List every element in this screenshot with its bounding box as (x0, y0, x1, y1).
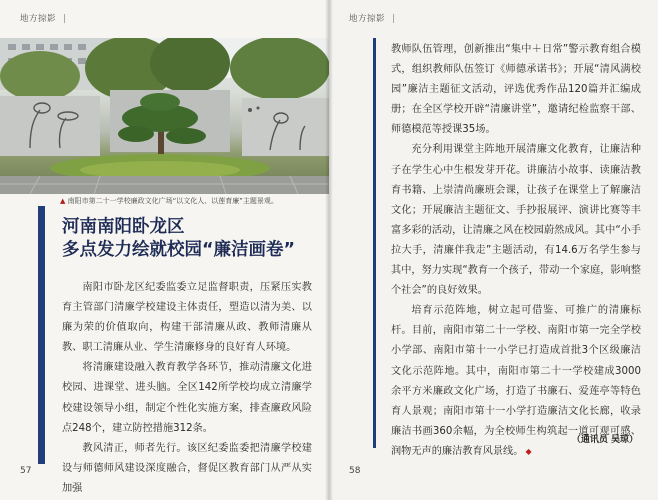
page-number-right: 58 (349, 466, 361, 476)
section-name: 地方掠影 (349, 14, 386, 24)
caption-marker-icon: ▲ (60, 197, 66, 205)
photo-caption (60, 196, 278, 206)
campus-photo (0, 38, 329, 194)
header-separator: | (392, 14, 396, 24)
paragraph: 将清廉建设融入教育教学各环节，推动清廉文化进校园、进课堂、进头脑。全区142所学校均成立清廉学校建设领导小组，制定个性化实施方案，排查廉政风险点248个，建立防控措施312条。 (62, 362, 312, 434)
paragraph: 教风清正，师者先行。该区纪委监委把清廉学校建设与师德师风建设深度融合，督促区教育部门从严从实加强 (62, 442, 312, 494)
paragraph: 教师队伍管理，创新推出“集中＋日常”警示教育组合模式，组织教师队伍签订《师德承诺书》；开展“清风满校园”廉洁主题征文活动，评选优秀作品120篇并汇编成册；在全区学校开辟“清廉讲堂”，邀请纪检监察干部、师德模范等授课35场。 (391, 44, 641, 136)
byline: （通讯员 吴琼） (571, 435, 638, 445)
right-body-text (391, 40, 641, 462)
section-name: 地方掠影 (20, 14, 57, 24)
section-header-left (20, 12, 67, 24)
page-number-left: 57 (20, 466, 32, 476)
title-line-1: 河南南阳卧龙区 (62, 217, 185, 237)
left-body-text (62, 278, 312, 499)
title-line-2: 多点发力绘就校园“廉洁画卷” (62, 240, 296, 260)
right-page (329, 0, 658, 500)
paragraph-text: 培育示范阵地，树立起可借鉴、可推广的清廉标杆。目前，南阳市第二十一学校、南阳市第一完全学校小学部、南阳市第十一小学已打造成首批3个区级廉洁文化示范阵地。其中，南阳市第二十一学校建成3000余平方米廉政文化广场，打造了书廉石、爱莲亭等特色育人景观；南阳市第十一小学打造廉洁文化长廊，收录廉洁书画360余幅，为全校师生构筑起一道可观可感、润物无声的廉洁教育风景线。 (391, 305, 641, 457)
caption-text: 南阳市第二十一学校廉政文化广场“以文化人、以莲育廉”主题景观。 (67, 197, 278, 205)
end-mark-icon: ◆ (525, 446, 532, 456)
book-gutter (325, 0, 333, 500)
header-separator: | (63, 14, 67, 24)
paragraph: 充分利用课堂主阵地开展清廉文化教育，让廉洁种子在学生心中生根发芽开花。讲廉洁小故事、读廉洁教育书籍、上崇清尚廉班会课，让孩子在课堂上了解廉洁文化；开展廉洁主题征文、手抄报展评、演讲比赛等丰富多彩的活动，让清廉之风在校园蔚然成风。其中“小手拉大手，清廉伴我走”主题活动，有14.6万名学生参与其中，努力实现“教育一个孩子，带动一个家庭，影响整个社会”的良好效果。 (391, 144, 641, 297)
article-title (62, 216, 322, 262)
title-accent-bar (38, 206, 45, 464)
section-header-right (349, 12, 396, 24)
photo-illustration (0, 38, 329, 194)
column-accent-bar (373, 38, 376, 448)
paragraph: 南阳市卧龙区纪委监委立足监督职责，压紧压实教育主管部门清廉学校建设主体责任，塑造以清为美、以廉为荣的价值取向，构建干部清廉从政、教师清廉从教、职工清廉从业、学生清廉修身的良好育人环境。 (62, 282, 312, 354)
